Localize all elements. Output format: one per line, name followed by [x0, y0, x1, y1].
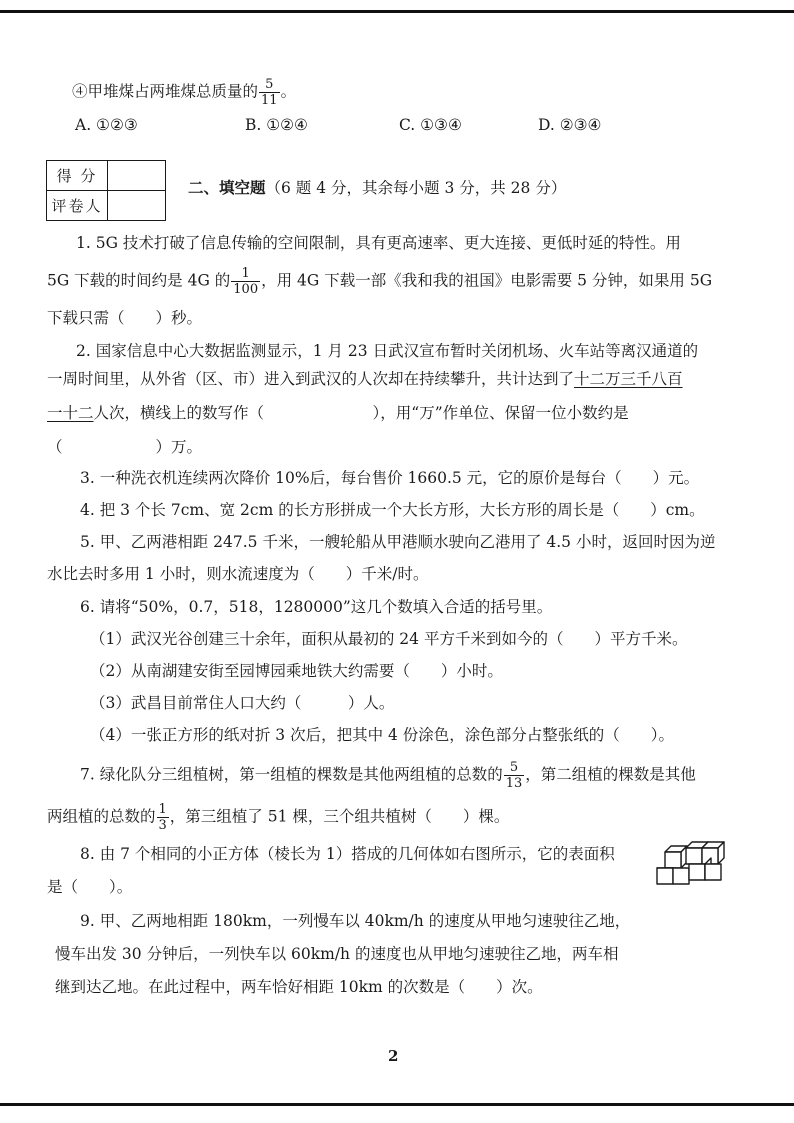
q6-item-3: （3）武昌目前常住人口大约（ ）人。 — [90, 694, 395, 712]
top-border-line — [0, 10, 794, 13]
choice-c[interactable]: C. ①③④ — [399, 116, 462, 134]
q1-line3: 下载只需（ ）秒。 — [47, 309, 203, 327]
page-number: 2 — [388, 1047, 399, 1065]
choice-a[interactable]: A. ①②③ — [75, 116, 138, 134]
choice-b[interactable]: B. ①②④ — [245, 116, 308, 134]
score-box — [46, 160, 166, 221]
q2-line4: （ ）万。 — [47, 438, 203, 456]
grader-label: 评卷人 — [47, 191, 108, 221]
q6-stem: 6. 请将“50%，0.7，518，1280000”这几个数填入合适的括号里。 — [80, 598, 553, 616]
q7-line1: 7. 绿化队分三组植树，第一组植的棵数是其他两组植的总数的 $\frac{5}{13}$ ，第二组植的棵数是其他 — [80, 760, 696, 791]
q4-text: 4. 把 3 个长 7cm、宽 2cm 的长方形拼成一个大长方形，大长方形的周长是（ ）cm。 — [80, 501, 705, 519]
q6-item-2: （2）从南湖建安街至园博园乘地铁大约需要（ ）小时。 — [90, 662, 503, 680]
section-heading — [188, 177, 566, 199]
q1-line1: 1. 5G 技术打破了信息传输的空间限制，具有更高速率、更大连接、更低时延的特性。用 — [76, 234, 681, 252]
fraction: $\frac{1}{3}$ — [158, 802, 167, 833]
q8-line1: 8. 由 7 个相同的小正方体（棱长为 1）搭成的几何体如右图所示，它的表面积 — [80, 845, 615, 863]
fraction: $\frac{5}{11}$ — [261, 77, 278, 108]
underlined-number: 十二万三千八百 — [574, 370, 683, 388]
q3-text: 3. 一种洗衣机连续两次降价 10%后，每台售价 1660.5 元，它的原价是每台（ ）元。 — [80, 469, 700, 487]
q1-line2: 5G 下载的时间约是 4G 的 $\frac{1}{100}$ ，用 4G 下载一部《我和我的祖国》电影需要 5 分钟，如果用 5G — [47, 266, 713, 297]
q6-item-4: （4）一张正方形的纸对折 3 次后，把其中 4 份涂色，涂色部分占整张纸的（ ）。 — [90, 726, 675, 744]
q2-line2: 一周时间里，从外省（区、市）进入到武汉的人次却在持续攀升，共计达到了十二万三千八百 — [47, 370, 683, 388]
fraction: $\frac{5}{13}$ — [505, 760, 523, 791]
q6-item-1: （1）武汉光谷创建三十余年，面积从最初的 24 平方千米到如今的（ ）平方千米。 — [90, 630, 688, 648]
q5-line1: 5. 甲、乙两港相距 247.5 千米，一艘轮船从甲港顺水驶向乙港用了 4.5 小时，返回时因为逆 — [80, 533, 716, 551]
section-note: （6 题 4 分，其余每小题 3 分，共 28 分） — [265, 179, 567, 197]
q2-line1: 2. 国家信息中心大数据监测显示，1 月 23 日武汉宣布暂时关闭机场、火车站等离汉通道的 — [76, 342, 699, 360]
q7-line2: 两组植的总数的 $\frac{1}{3}$ ，第三组植了 51 棵，三个组共植树（ ）棵。 — [47, 802, 510, 833]
score-field[interactable] — [108, 161, 166, 191]
q9-line2: 慢车出发 30 分钟后，一列快车以 60km/h 的速度也从甲地匀速驶往乙地，两车相 — [55, 945, 619, 963]
choice-d[interactable]: D. ②③④ — [538, 116, 602, 134]
q2-line3: 一十二人次，横线上的数写作（ ），用“万”作单位、保留一位小数约是 — [47, 404, 629, 422]
q9-line3: 继到达乙地。在此过程中，两车恰好相距 10km 的次数是（ ）次。 — [55, 978, 543, 996]
q9-line1: 9. 甲、乙两地相距 180km，一列慢车以 40km/h 的速度从甲地匀速驶往乙地， — [80, 912, 631, 930]
cube-stack-figure — [655, 838, 725, 890]
section-title: 二、填空题 — [188, 178, 266, 197]
underlined-number: 一十二 — [47, 404, 94, 422]
score-label: 得 分 — [47, 161, 108, 191]
q8-line2: 是（ ）。 — [47, 878, 133, 896]
fraction: $\frac{1}{100}$ — [233, 266, 259, 297]
q5-line2: 水比去时多用 1 小时，则水流速度为（ ）千米/时。 — [47, 565, 429, 583]
grader-field[interactable] — [108, 191, 166, 221]
bottom-border-line — [0, 1103, 794, 1106]
option-4-statement: ④甲堆煤占两堆煤总质量的 $\frac{5}{11}$ 。 — [72, 77, 297, 108]
